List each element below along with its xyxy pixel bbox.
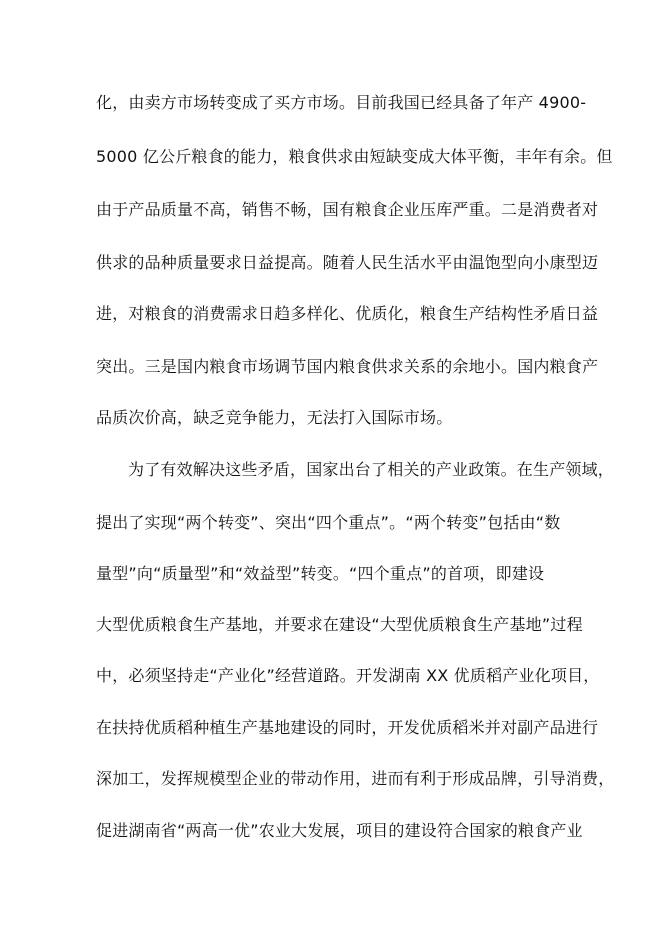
paragraph-1-line-6: 突出。三是国内粮食市场调节国内粮食供求关系的余地小。国内粮食产 <box>96 357 599 376</box>
paragraph-2-line-5: 中，必须坚持走“产业化”经营道路。开发湖南 XX 优质稻产业化项目， <box>96 666 600 685</box>
paragraph-2-line-3: 量型”向“质量型”和“效益型”转变。“四个重点”的首项，即建设 <box>96 564 545 583</box>
paragraph-2-line-4: 大型优质粮食生产基地，并要求在建设“大型优质粮食生产基地”过程 <box>96 615 583 634</box>
paragraph-1-line-7: 品质次价高，缺乏竞争能力，无法打入国际市场。 <box>96 408 453 427</box>
paragraph-1-line-3: 由于产品质量不高，销售不畅，国有粮食企业压库严重。二是消费者对 <box>96 200 599 219</box>
paragraph-1-line-1: 化，由卖方市场转变成了买方市场。目前我国已经具备了年产 4900- <box>96 93 587 112</box>
paragraph-1-line-2: 5000 亿公斤粮食的能力，粮食供求由短缺变成大体平衡，丰年有余。但 <box>96 147 613 166</box>
paragraph-2-line-8: 促进湖南省“两高一优”农业大发展，项目的建设符合国家的粮食产业 <box>96 821 583 840</box>
paragraph-1-line-5: 进，对粮食的消费需求日趋多样化、优质化，粮食生产结构性矛盾日益 <box>96 304 599 323</box>
paragraph-2-line-6: 在扶持优质稻种植生产基地建设的同时，开发优质稻米并对副产品进行 <box>96 718 599 737</box>
paragraph-1-line-4: 供求的品种质量要求日益提高。随着人民生活水平由温饱型向小康型迈 <box>96 253 599 272</box>
paragraph-2-line-2: 提出了实现“两个转变”、突出“四个重点”。“两个转变”包括由“数 <box>96 513 561 532</box>
paragraph-2-line-1: 为了有效解决这些矛盾，国家出台了相关的产业政策。在生产领域， <box>128 460 615 479</box>
paragraph-2-line-7: 深加工，发挥规模型企业的带动作用，进而有利于形成品牌，引导消费， <box>96 769 615 788</box>
